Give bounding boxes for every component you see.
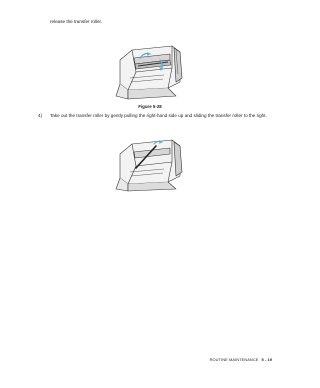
figure-caption: Figure 5-28 [138, 104, 162, 109]
footer-page-number: 5 - 19 [261, 357, 272, 362]
step-instruction: Take out the transfer roller by gently pulling the right-hand side up and sliding the transfer roller to the right. [50, 113, 267, 118]
printer-illustration-release [114, 38, 188, 100]
footer-section-title: ROUTINE MAINTENANCE [209, 357, 259, 362]
step-number: 4) [38, 113, 43, 118]
printer-illustration-remove-roller [114, 134, 188, 192]
intro-text: release the transfer roller. [50, 19, 103, 24]
page-footer [210, 357, 272, 363]
